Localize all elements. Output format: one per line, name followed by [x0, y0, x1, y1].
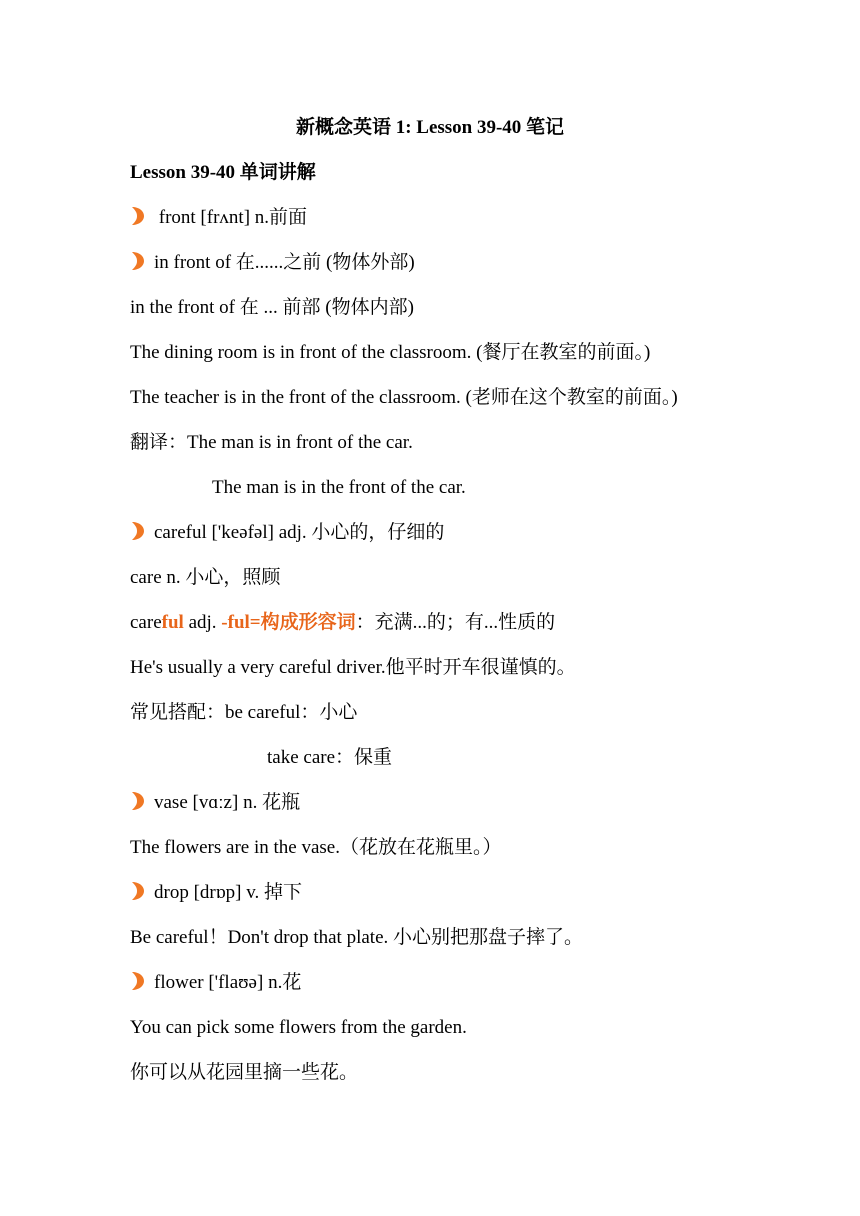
example-dining-room: The dining room is in front of the classroom. (餐厅在教室的前面。) [130, 342, 651, 363]
bullet-icon [130, 206, 146, 226]
example-flower-english: You can pick some flowers from the garden. [130, 1017, 467, 1038]
entry-front-text: front [frʌnt] n.前面 [154, 207, 308, 228]
entry-flower [130, 971, 301, 995]
example-drop: Be careful！Don't drop that plate. 小心别把那盘子摔了。 [130, 927, 584, 948]
translation-line-2: The man is in the front of the car. [212, 477, 466, 498]
part-of-speech: adj. [183, 612, 222, 633]
entry-front [130, 206, 307, 230]
entry-vase-text: vase [vɑːz] n. 花瓶 [154, 792, 301, 813]
word-suffix: ful [161, 612, 184, 633]
collocation-line-1: 常见搭配：be careful：小心 [130, 702, 358, 723]
word-stem: care [130, 612, 162, 633]
bullet-icon [130, 791, 146, 811]
example-flower-chinese: 你可以从花园里摘一些花。 [130, 1062, 359, 1083]
document-title: 新概念英语 1: Lesson 39-40 笔记 [295, 117, 565, 138]
collocation-line-2: take care：保重 [267, 747, 393, 768]
entry-vase [130, 791, 300, 815]
example-driver: He's usually a very careful driver.他平时开车很谨慎的。 [130, 657, 576, 678]
bullet-icon [130, 971, 146, 991]
suffix-meaning: ：充满...的；有...性质的 [355, 612, 556, 633]
care-definition: care n. 小心，照顾 [130, 567, 281, 588]
bullet-icon [130, 251, 146, 271]
in-the-front-of-line: in the front of 在 ... 前部 (物体内部) [130, 297, 414, 318]
entry-in-front-of-text: in front of 在......之前 (物体外部) [154, 252, 415, 273]
entry-in-front-of [130, 251, 415, 275]
entry-drop [130, 881, 302, 905]
example-vase: The flowers are in the vase.（花放在花瓶里。） [130, 837, 502, 858]
careful-word-formation [130, 611, 555, 635]
bullet-icon [130, 881, 146, 901]
entry-drop-text: drop [drɒp] v. 掉下 [154, 882, 303, 903]
entry-flower-text: flower ['flaʊə] n.花 [154, 972, 302, 993]
translation-line-1: 翻译：The man is in front of the car. [130, 432, 413, 453]
example-teacher: The teacher is in the front of the classroom. (老师在这个教室的前面。) [130, 387, 678, 408]
entry-careful [130, 521, 444, 545]
section-heading: Lesson 39-40 单词讲解 [130, 162, 316, 183]
suffix-rule: -ful=构成形容词 [221, 612, 356, 633]
entry-careful-text: careful ['keəfəl] adj. 小心的，仔细的 [154, 522, 445, 543]
bullet-icon [130, 521, 146, 541]
